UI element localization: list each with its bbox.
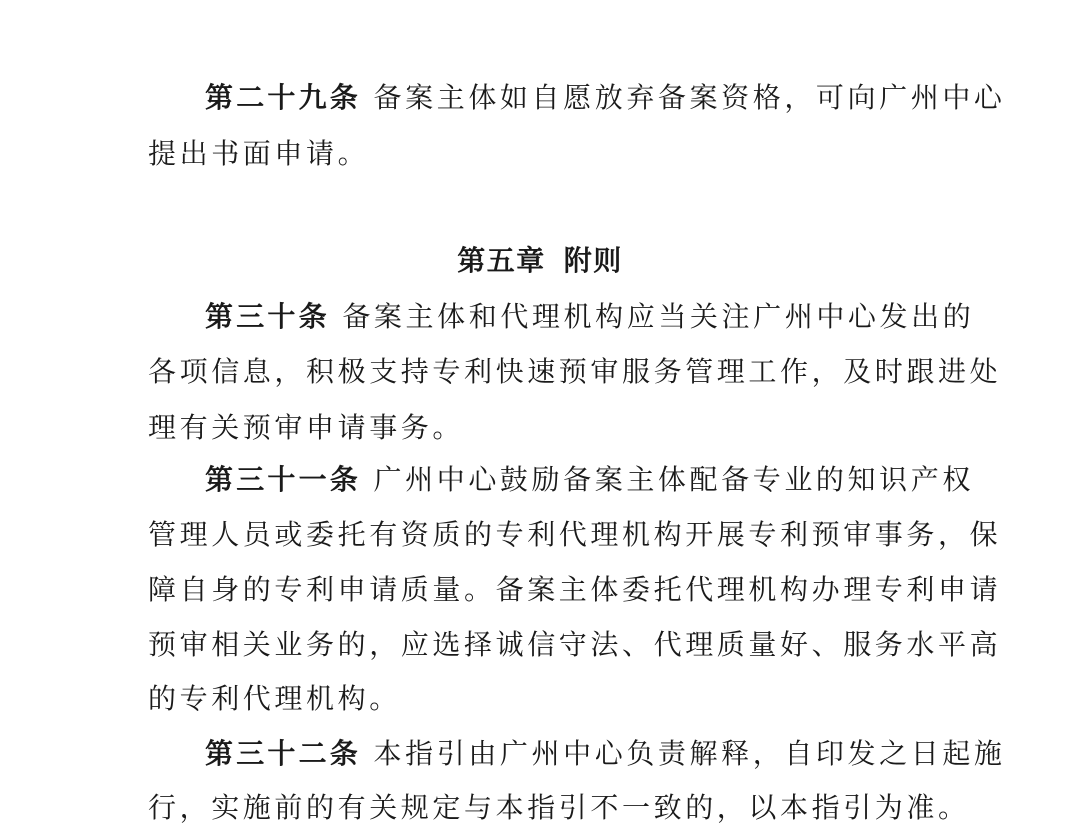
article-32-line: 行，实施前的有关规定与本指引不一致的，以本指引为准。 xyxy=(148,791,970,824)
article-31-line: 管理人员或委托有资质的专利代理机构开展专利预审事务，保 xyxy=(148,518,1002,551)
article-31-line: 障自身的专利申请质量。备案主体委托代理机构办理专利申请 xyxy=(148,573,1002,606)
article-30-first-line xyxy=(205,297,975,337)
article-30-line: 各项信息，积极支持专利快速预审服务管理工作，及时跟进处 xyxy=(148,355,1002,388)
article-32-label: 第三十二条 xyxy=(205,737,362,770)
article-29-first-line xyxy=(205,78,1006,118)
article-30-text: 备案主体和代理机构应当关注广州中心发出的 xyxy=(342,300,975,333)
article-31-line: 的专利代理机构。 xyxy=(148,682,401,715)
article-29-line: 提出书面申请。 xyxy=(148,137,370,170)
article-30-line: 理有关预审申请事务。 xyxy=(148,411,465,444)
article-32-text: 本指引由广州中心负责解释，自印发之日起施 xyxy=(373,737,1006,770)
article-29-text: 备案主体如自愿放弃备案资格，可向广州中心 xyxy=(373,81,1006,114)
article-31-line: 预审相关业务的，应选择诚信守法、代理质量好、服务水平高 xyxy=(148,628,1002,661)
article-31-label: 第三十一条 xyxy=(205,463,362,496)
chapter-title: 附则 xyxy=(563,244,623,277)
article-31-first-line xyxy=(205,460,974,500)
article-30-label: 第三十条 xyxy=(205,300,330,333)
article-29-label: 第二十九条 xyxy=(205,81,362,114)
article-31-text: 广州中心鼓励备案主体配备专业的知识产权 xyxy=(373,463,974,496)
article-32-first-line xyxy=(205,734,1006,774)
chapter-number: 第五章 xyxy=(457,244,546,277)
chapter-heading xyxy=(0,241,1080,281)
